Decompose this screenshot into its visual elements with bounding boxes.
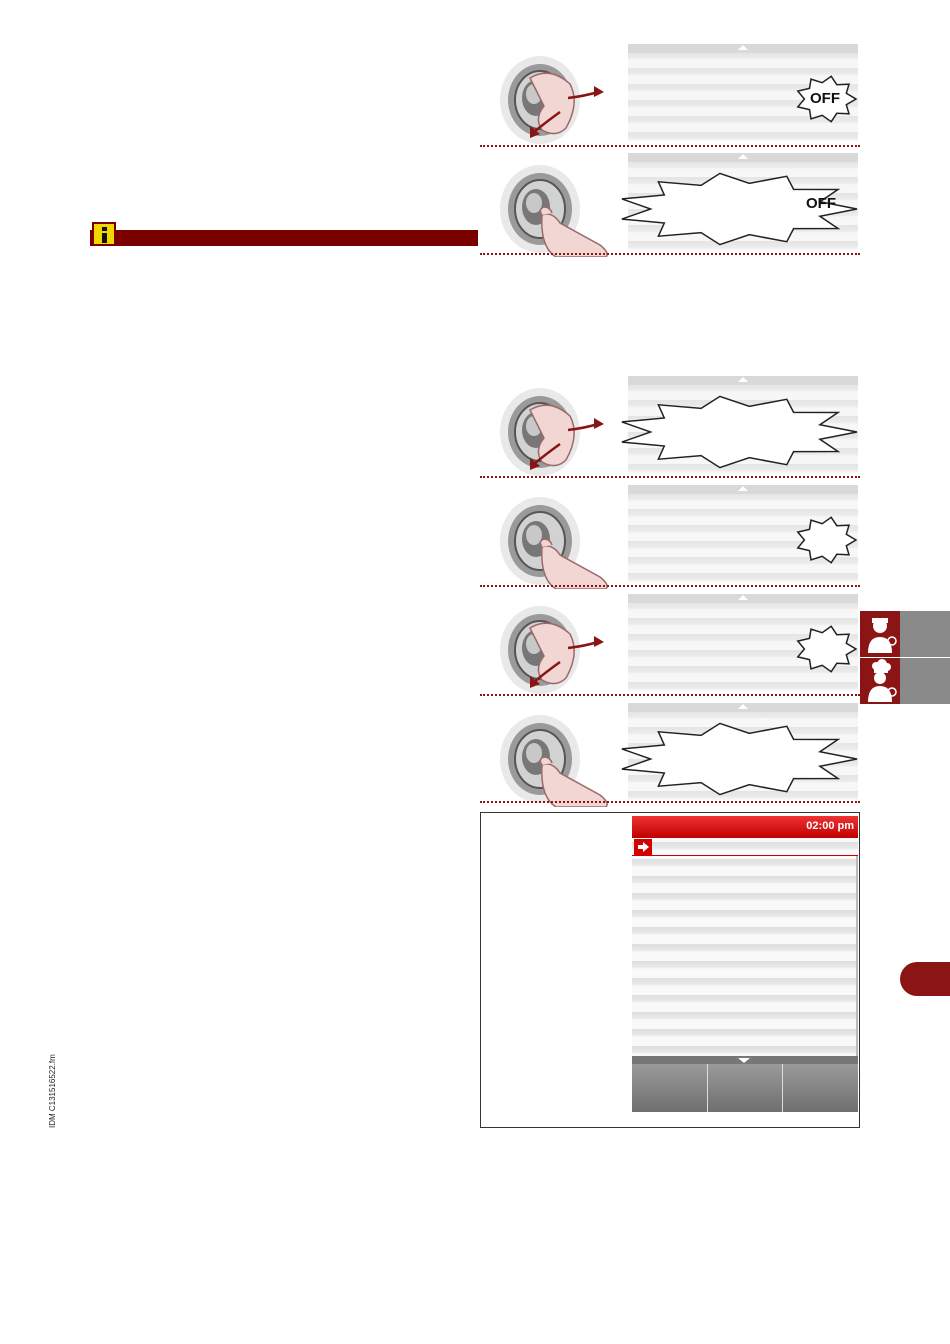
knob-icon [490, 48, 640, 148]
scroll-up-bar [628, 703, 858, 712]
right-arrow-icon[interactable] [634, 839, 652, 855]
step-row [480, 485, 860, 587]
chef-icon [860, 658, 900, 704]
scroll-up-bar [628, 153, 858, 162]
chevron-up-icon [738, 595, 748, 600]
control-screen [632, 816, 858, 1112]
side-tab-chef[interactable] [860, 658, 950, 704]
step-divider [480, 145, 860, 147]
step-divider [480, 801, 860, 803]
off-label: OFF [810, 90, 840, 107]
step-row [480, 44, 860, 147]
step-divider [480, 476, 860, 478]
step-row [480, 703, 860, 803]
highlight-callout [614, 721, 860, 797]
footer-buttons [632, 1064, 858, 1112]
footer-button-3[interactable] [783, 1064, 858, 1112]
step-row [480, 153, 860, 255]
scroll-up-bar [628, 594, 858, 603]
highlight-callout [794, 624, 858, 674]
side-tab-user[interactable] [860, 611, 950, 657]
chevron-up-icon [738, 704, 748, 709]
chevron-up-icon [738, 154, 748, 159]
chevron-down-icon [738, 1058, 750, 1063]
user-icon [860, 611, 900, 657]
screen-header [632, 816, 858, 838]
document-id: IDM C131516522.fm [48, 1054, 57, 1128]
chevron-up-icon [738, 377, 748, 382]
info-bar [90, 230, 478, 246]
chevron-up-icon [738, 486, 748, 491]
scroll-down-bar[interactable] [632, 1056, 858, 1064]
chapter-tab[interactable] [900, 962, 950, 996]
selected-row[interactable] [632, 839, 858, 856]
highlight-callout [794, 515, 858, 565]
step-divider [480, 585, 860, 587]
scroll-up-bar [628, 376, 858, 385]
footer-button-2[interactable] [708, 1064, 784, 1112]
knob-icon [490, 489, 640, 589]
knob-icon [490, 598, 640, 698]
info-icon [92, 222, 116, 246]
step-row [480, 376, 860, 478]
scroll-up-bar [628, 485, 858, 494]
scroll-up-bar [628, 44, 858, 53]
off-label: OFF [806, 195, 836, 212]
step-divider [480, 694, 860, 696]
chevron-up-icon [738, 45, 748, 50]
scrollbar[interactable] [856, 856, 858, 1066]
footer-button-1[interactable] [632, 1064, 708, 1112]
screen-time: 02:00 pm [806, 820, 854, 832]
step-row [480, 594, 860, 696]
highlight-callout [614, 394, 860, 470]
step-divider [480, 253, 860, 255]
